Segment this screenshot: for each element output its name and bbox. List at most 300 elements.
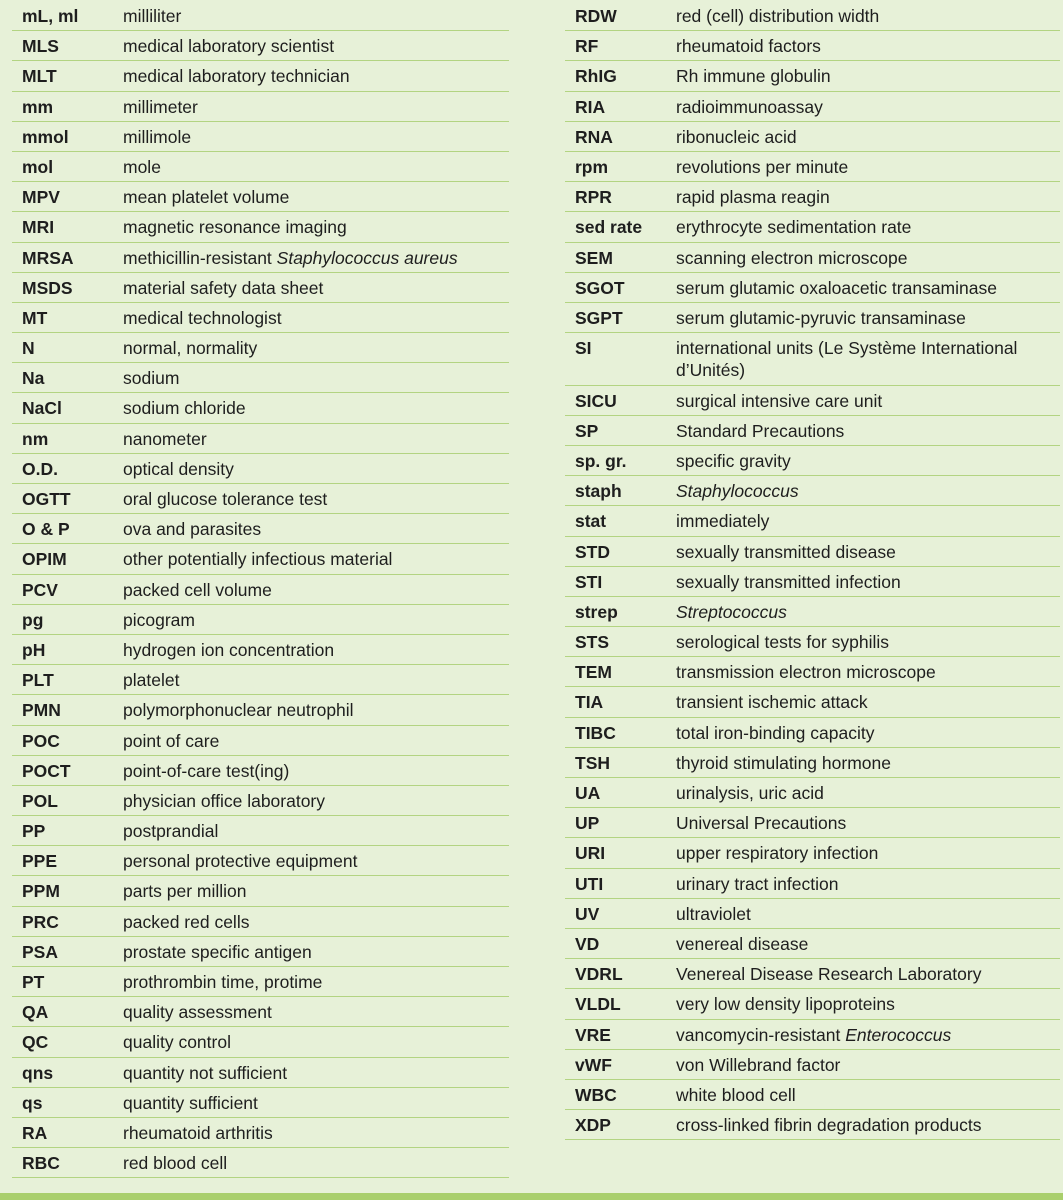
abbreviation-definition <box>123 273 507 303</box>
definition-italic-text: Streptococcus <box>676 601 787 622</box>
abbreviation-term: STD <box>575 541 610 562</box>
abbreviation-term: TSH <box>575 752 610 773</box>
definition-italic-text: Enterococcus <box>845 1024 952 1045</box>
abbreviation-definition <box>123 243 507 273</box>
definition-text: very low density lipoproteins <box>676 994 895 1015</box>
definition-text: quality control <box>123 1032 231 1053</box>
abbreviation-definition <box>123 1027 507 1057</box>
abbreviation-definition <box>676 476 1058 506</box>
table-row <box>12 1 509 31</box>
abbreviation-definition <box>123 786 507 816</box>
abbreviation-definition <box>123 997 507 1027</box>
definition-text: transmission electron microscope <box>676 662 936 683</box>
abbreviation-definition <box>123 756 507 786</box>
abbreviation-definition <box>123 152 507 182</box>
abbreviation-definition <box>123 484 507 514</box>
abbreviation-term: nm <box>22 428 49 449</box>
abbreviation-term: PRC <box>22 911 59 932</box>
table-row <box>565 1110 1060 1140</box>
table-row <box>12 152 509 182</box>
table-row <box>565 152 1060 182</box>
table-row <box>565 506 1060 536</box>
definition-text: serum glutamic-pyruvic transaminase <box>676 307 966 328</box>
abbreviation-term: OGTT <box>22 489 71 509</box>
abbreviation-definition <box>676 386 1058 416</box>
table-row <box>12 1027 509 1057</box>
abbreviation-term: sp. gr. <box>575 450 627 471</box>
table-row <box>565 808 1060 838</box>
definition-text: sexually transmitted infection <box>676 571 901 592</box>
abbreviation-term: URI <box>575 843 606 864</box>
table-row <box>565 1080 1060 1110</box>
abbreviation-term: RNA <box>575 126 613 147</box>
abbreviation-definition <box>676 152 1058 182</box>
table-row <box>565 386 1060 416</box>
abbreviation-definition <box>123 514 507 544</box>
definition-text: urinalysis, uric acid <box>676 783 824 803</box>
abbreviation-definition <box>123 876 507 906</box>
abbreviation-term: SGOT <box>575 277 625 298</box>
definition-text: medical laboratory technician <box>123 66 350 87</box>
definition-text: parts per million <box>123 881 247 902</box>
abbreviation-definition <box>123 1 507 31</box>
definition-text: methicillin-resistant <box>123 247 277 268</box>
definition-text: serum glutamic oxaloacetic transaminase <box>676 277 997 298</box>
definition-text: medical laboratory scientist <box>123 36 335 57</box>
table-row <box>565 273 1060 303</box>
definition-text: total iron-binding capacity <box>676 722 875 743</box>
abbreviation-term: mL, ml <box>22 6 79 26</box>
table-row <box>12 92 509 122</box>
abbreviation-term: OPIM <box>22 549 67 570</box>
table-row <box>565 243 1060 273</box>
abbreviation-term: NaCl <box>22 398 62 419</box>
definition-text: point of care <box>123 730 220 751</box>
definition-text: packed red cells <box>123 911 250 932</box>
abbreviation-definition <box>123 122 507 152</box>
table-row <box>12 665 509 695</box>
table-row <box>12 635 509 665</box>
abbreviation-definition <box>676 778 1058 808</box>
definition-text: quality assessment <box>123 1002 272 1023</box>
abbreviation-term: PP <box>22 821 46 842</box>
abbreviation-term: strep <box>575 601 618 622</box>
definition-text: prothrombin time, protime <box>123 972 323 992</box>
definition-text: oral glucose tolerance test <box>123 489 328 509</box>
table-row <box>565 929 1060 959</box>
table-row <box>565 1 1060 31</box>
abbreviation-term: SI <box>575 338 592 359</box>
table-row <box>12 967 509 997</box>
abbreviation-term: staph <box>575 481 622 502</box>
definition-text: milliliter <box>123 6 182 26</box>
abbreviation-term: RhIG <box>575 66 617 87</box>
abbreviation-term: PPE <box>22 851 58 872</box>
table-row <box>565 31 1060 61</box>
abbreviation-term: UV <box>575 903 600 924</box>
definition-text: specific gravity <box>676 450 791 471</box>
definition-text: millimole <box>123 126 192 147</box>
table-row <box>565 122 1060 152</box>
definition-text: ultraviolet <box>676 903 751 924</box>
definition-text: sexually transmitted disease <box>676 541 896 562</box>
abbreviation-term: mol <box>22 156 54 177</box>
definition-text: platelet <box>123 670 180 691</box>
abbreviation-term: Na <box>22 368 45 389</box>
abbreviation-term: qs <box>22 1092 43 1113</box>
abbreviation-term: RA <box>22 1122 48 1143</box>
table-row <box>565 92 1060 122</box>
abbreviation-definition <box>123 182 507 212</box>
table-row <box>12 333 509 363</box>
abbreviation-term: O.D. <box>22 458 58 479</box>
table-row <box>565 899 1060 929</box>
abbreviation-definition <box>123 1088 507 1118</box>
table-row <box>565 989 1060 1019</box>
table-row <box>565 567 1060 597</box>
table-row <box>565 838 1060 868</box>
definition-italic-text: Staphylococcus <box>676 481 799 502</box>
abbreviation-definition <box>123 31 507 61</box>
abbreviation-term: POCT <box>22 760 71 781</box>
table-row <box>565 1050 1060 1080</box>
definition-text: venereal disease <box>676 933 809 954</box>
abbreviation-definition <box>123 424 507 454</box>
definition-text: normal, normality <box>123 338 258 359</box>
definition-text: ribonucleic acid <box>676 126 797 147</box>
abbreviation-definition <box>123 937 507 967</box>
definition-text: transient ischemic attack <box>676 692 868 713</box>
abbreviation-definition <box>676 627 1058 657</box>
definition-text: quantity sufficient <box>123 1092 258 1113</box>
abbreviation-term: qns <box>22 1062 54 1083</box>
abbreviation-term: MT <box>22 307 48 328</box>
abbreviation-term: RBC <box>22 1153 60 1174</box>
abbreviation-definition <box>676 959 1058 989</box>
table-row <box>12 907 509 937</box>
abbreviation-definition <box>123 61 507 91</box>
abbreviation-definition <box>123 454 507 484</box>
table-row <box>565 446 1060 476</box>
table-row <box>12 726 509 756</box>
definition-text: hydrogen ion concentration <box>123 639 335 660</box>
abbreviation-definition <box>676 899 1058 929</box>
abbreviation-term: VDRL <box>575 964 623 985</box>
abbreviation-definition <box>123 695 507 725</box>
abbreviation-definition <box>676 303 1058 333</box>
left-column <box>12 1 509 1178</box>
table-row <box>565 778 1060 808</box>
table-row <box>565 182 1060 212</box>
table-row <box>12 846 509 876</box>
right-column <box>565 1 1060 1140</box>
definition-text: physician office laboratory <box>123 790 326 811</box>
abbreviation-term: PCV <box>22 579 58 600</box>
abbreviation-term: POC <box>22 730 60 751</box>
abbreviation-term: PPM <box>22 881 60 902</box>
definition-text: optical density <box>123 458 234 479</box>
abbreviation-term: MSDS <box>22 277 73 298</box>
abbreviation-term: XDP <box>575 1115 611 1136</box>
table-row <box>12 393 509 423</box>
abbreviation-definition <box>123 212 507 242</box>
abbreviation-definition <box>123 665 507 695</box>
table-row <box>565 212 1060 242</box>
table-row <box>565 476 1060 506</box>
definition-text: radioimmunoassay <box>676 96 823 117</box>
table-row <box>12 937 509 967</box>
abbreviation-definition <box>676 567 1058 597</box>
abbreviation-definition <box>676 808 1058 838</box>
abbreviation-definition <box>123 575 507 605</box>
abbreviation-definition <box>676 1050 1058 1080</box>
definition-text: polymorphonuclear neutrophil <box>123 700 354 721</box>
table-row <box>565 303 1060 333</box>
definition-text: material safety data sheet <box>123 277 324 298</box>
abbreviation-term: MRI <box>22 217 55 238</box>
definition-text: mean platelet volume <box>123 187 290 208</box>
abbreviation-definition <box>123 92 507 122</box>
abbreviation-term: RDW <box>575 6 617 26</box>
abbreviation-definition <box>123 816 507 846</box>
abbreviation-definition <box>123 967 507 997</box>
abbreviation-definition <box>676 61 1058 91</box>
abbreviation-term: MPV <box>22 187 60 208</box>
table-row <box>12 61 509 91</box>
abbreviation-definition <box>123 544 507 574</box>
abbreviation-definition <box>123 1118 507 1148</box>
abbreviation-term: SGPT <box>575 307 623 328</box>
abbreviation-definition <box>676 337 1058 381</box>
definition-text: Universal Precautions <box>676 813 847 834</box>
table-row <box>565 748 1060 778</box>
abbreviation-definition <box>676 273 1058 303</box>
abbreviation-definition <box>676 537 1058 567</box>
abbreviation-definition <box>676 687 1058 717</box>
definition-text: ova and parasites <box>123 519 262 540</box>
definition-text: cross-linked fibrin degradation products <box>676 1115 982 1136</box>
table-row <box>565 416 1060 446</box>
abbreviation-definition <box>123 303 507 333</box>
abbreviation-definition <box>123 846 507 876</box>
definition-text: mole <box>123 156 161 177</box>
definition-text: millimeter <box>123 96 198 117</box>
table-row <box>12 997 509 1027</box>
definition-text: thyroid stimulating hormone <box>676 752 891 773</box>
abbreviation-definition <box>676 718 1058 748</box>
table-row <box>12 424 509 454</box>
definition-text: upper respiratory infection <box>676 843 879 864</box>
table-row <box>12 273 509 303</box>
abbreviation-term: sed rate <box>575 217 643 238</box>
definition-text: von Willebrand factor <box>676 1054 841 1075</box>
abbreviation-definition <box>123 1058 507 1088</box>
definition-text: serological tests for syphilis <box>676 632 889 653</box>
abbreviation-definition <box>676 1020 1058 1050</box>
abbreviation-term: TEM <box>575 662 612 683</box>
definition-text: Standard Precautions <box>676 420 845 441</box>
abbreviation-term: POL <box>22 790 58 811</box>
table-row <box>12 484 509 514</box>
abbreviation-definition <box>676 1 1058 31</box>
table-row <box>12 575 509 605</box>
table-row <box>12 212 509 242</box>
abbreviation-definition <box>676 869 1058 899</box>
table-row <box>565 959 1060 989</box>
definition-text: surgical intensive care unit <box>676 390 883 411</box>
definition-text: postprandial <box>123 821 219 842</box>
table-row <box>12 544 509 574</box>
table-row <box>12 605 509 635</box>
table-row <box>565 333 1060 386</box>
abbreviation-term: RPR <box>575 187 612 208</box>
abbreviation-term: mm <box>22 96 54 117</box>
definition-text: packed cell volume <box>123 579 272 600</box>
abbreviation-term: O & P <box>22 519 70 540</box>
abbreviation-term: MLS <box>22 36 59 57</box>
definition-text: point-of-care test(ing) <box>123 760 290 781</box>
definition-text: international units (Le Système International d’Unités) <box>676 338 1018 381</box>
definition-text: red (cell) distribution width <box>676 6 880 26</box>
abbreviation-definition <box>676 597 1058 627</box>
definition-text: vancomycin-resistant <box>676 1024 846 1045</box>
definition-text: Rh immune globulin <box>676 66 831 87</box>
table-row <box>12 303 509 333</box>
definition-text: other potentially infectious material <box>123 549 393 570</box>
abbreviation-term: PSA <box>22 941 58 962</box>
definition-italic-text: Staphylococcus aureus <box>276 247 458 268</box>
abbreviation-definition <box>123 635 507 665</box>
abbreviation-definition <box>676 748 1058 778</box>
table-row <box>12 454 509 484</box>
abbreviation-term: WBC <box>575 1084 617 1105</box>
definition-text: white blood cell <box>676 1084 796 1105</box>
table-row <box>12 1118 509 1148</box>
abbreviation-definition <box>123 363 507 393</box>
abbreviation-term: STS <box>575 632 610 653</box>
definition-text: urinary tract infection <box>676 873 839 894</box>
table-row <box>12 1058 509 1088</box>
definition-text: revolutions per minute <box>676 156 849 177</box>
abbreviation-definition <box>676 929 1058 959</box>
definition-text: sodium chloride <box>123 398 246 419</box>
abbreviation-definition <box>676 1110 1058 1140</box>
abbreviation-term: UA <box>575 783 601 803</box>
abbreviation-term: vWF <box>575 1054 612 1075</box>
table-row <box>12 122 509 152</box>
abbreviation-term: pH <box>22 639 46 660</box>
definition-text: rapid plasma reagin <box>676 187 830 208</box>
abbreviation-definition <box>676 989 1058 1019</box>
abbreviation-term: SP <box>575 420 599 441</box>
definition-text: medical technologist <box>123 307 282 328</box>
definition-text: picogram <box>123 609 195 630</box>
abbreviation-definition <box>676 657 1058 687</box>
table-row <box>12 182 509 212</box>
table-row <box>565 537 1060 567</box>
abbreviation-term: RF <box>575 36 599 57</box>
abbreviation-term: PT <box>22 972 45 992</box>
table-row <box>12 243 509 273</box>
abbreviation-term: QA <box>22 1002 49 1023</box>
table-row <box>565 597 1060 627</box>
abbreviation-definition <box>676 506 1058 536</box>
definition-text: personal protective equipment <box>123 851 358 872</box>
abbreviation-definition <box>123 726 507 756</box>
table-row <box>12 363 509 393</box>
abbreviation-definition <box>676 416 1058 446</box>
definition-text: immediately <box>676 511 770 532</box>
table-row <box>565 61 1060 91</box>
abbreviation-term: stat <box>575 511 607 532</box>
table-row <box>565 657 1060 687</box>
table-row <box>565 1020 1060 1050</box>
abbreviation-definition <box>676 212 1058 242</box>
abbreviation-definition <box>676 31 1058 61</box>
definition-text: prostate specific antigen <box>123 941 312 962</box>
abbreviation-definition <box>676 122 1058 152</box>
abbreviation-term: TIA <box>575 692 604 713</box>
table-row <box>565 627 1060 657</box>
table-row <box>12 786 509 816</box>
definition-text: quantity not sufficient <box>123 1062 288 1083</box>
abbreviation-term: STI <box>575 571 603 592</box>
definition-text: Venereal Disease Research Laboratory <box>676 964 982 985</box>
definition-text: nanometer <box>123 428 207 449</box>
table-row <box>565 687 1060 717</box>
table-row <box>565 869 1060 899</box>
abbreviation-definition <box>676 92 1058 122</box>
definition-text: rheumatoid factors <box>676 36 821 57</box>
abbreviation-term: TIBC <box>575 722 616 743</box>
bottom-rule <box>0 1193 1063 1200</box>
abbreviation-term: rpm <box>575 156 609 177</box>
table-row <box>12 816 509 846</box>
definition-text: erythrocyte sedimentation rate <box>676 217 912 238</box>
abbreviation-term: N <box>22 338 35 359</box>
abbreviation-term: UP <box>575 813 600 834</box>
definition-text: sodium <box>123 368 180 389</box>
abbreviation-definition <box>676 1080 1058 1110</box>
abbreviation-term: PMN <box>22 700 61 721</box>
abbreviation-definition <box>123 605 507 635</box>
abbreviation-term: SEM <box>575 247 613 268</box>
abbreviation-term: PLT <box>22 670 54 691</box>
table-row <box>12 876 509 906</box>
abbreviation-definition <box>123 1148 507 1178</box>
abbreviation-term: VLDL <box>575 994 621 1015</box>
abbreviation-term: VD <box>575 933 600 954</box>
abbreviation-definition <box>123 393 507 423</box>
abbreviation-term: MLT <box>22 66 57 87</box>
abbreviation-definition <box>123 333 507 363</box>
abbreviation-term: QC <box>22 1032 49 1053</box>
abbreviation-term: RIA <box>575 96 606 117</box>
abbreviation-term: mmol <box>22 126 69 147</box>
table-row <box>12 514 509 544</box>
abbreviation-definition <box>123 907 507 937</box>
abbreviation-term: SICU <box>575 390 617 411</box>
table-row <box>12 1088 509 1118</box>
definition-text: scanning electron microscope <box>676 247 908 268</box>
table-row <box>12 31 509 61</box>
table-row <box>565 718 1060 748</box>
definition-text: rheumatoid arthritis <box>123 1122 273 1143</box>
abbreviation-definition <box>676 243 1058 273</box>
abbreviation-term: VRE <box>575 1024 611 1045</box>
abbreviation-definition <box>676 838 1058 868</box>
abbreviation-definition <box>676 182 1058 212</box>
